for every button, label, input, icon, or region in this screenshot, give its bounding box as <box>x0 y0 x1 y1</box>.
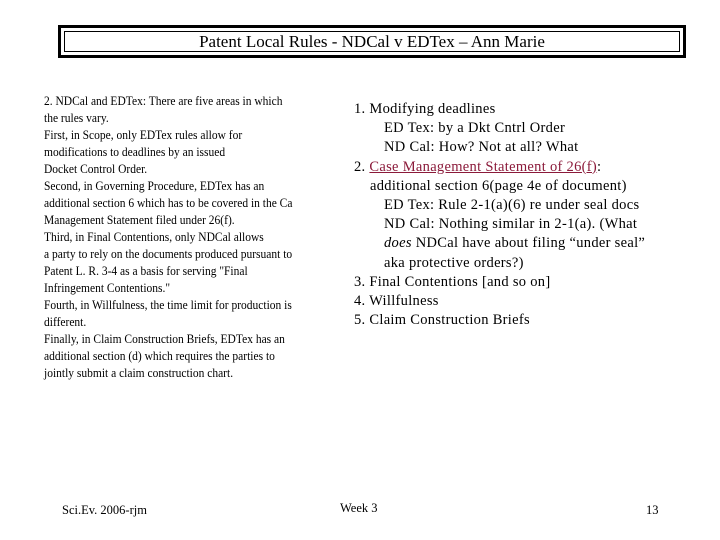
outline-item-4: 4. Willfulness <box>354 293 439 310</box>
notes-line: Second, in Governing Procedure, EDTex has an <box>44 179 265 193</box>
outline-subitem: aka protective orders?) <box>384 254 524 271</box>
case-management-link[interactable]: Case Management Statement of 26(f) <box>369 158 598 175</box>
notes-line: Infringement Contentions." <box>44 281 171 295</box>
emphasis-does: does <box>384 235 412 252</box>
outline-item-2-colon: : <box>597 158 602 175</box>
outline-item-2 <box>354 158 694 177</box>
notes-line: Patent L. R. 3-4 as a basis for serving "Final <box>44 264 248 278</box>
notes-line: First, in Scope, only EDTex rules allow for <box>44 128 243 142</box>
notes-line: different. <box>44 315 87 329</box>
notes-line: Management Statement filed under 26(f). <box>44 213 235 227</box>
footer-course: Sci.Ev. 2006-rjm <box>62 503 147 517</box>
notes-line: additional section 6 which has to be covered in the Ca <box>44 196 293 210</box>
outline-item-2-number: 2. <box>354 158 370 175</box>
slide-title: Patent Local Rules - NDCal v EDTex – Ann Marie <box>199 31 545 51</box>
outline-subitem: ED Tex: Rule 2-1(a)(6) re under seal docs <box>384 197 640 214</box>
outline-subitem: ND Cal: Nothing similar in 2-1(a). (What <box>384 216 638 233</box>
notes-line: additional section (d) which requires the parties to <box>44 349 275 363</box>
outline-item-3: 3. Final Contentions [and so on] <box>354 273 551 290</box>
outline-subitem: ED Tex: by a Dkt Cntrl Order <box>384 120 566 137</box>
notes-text-block <box>44 93 329 382</box>
footer-week: Week 3 <box>340 501 378 515</box>
notes-line: Finally, in Claim Construction Briefs, EDTex has an <box>44 332 285 346</box>
outline-subitem: ND Cal: How? Not at all? What <box>384 139 579 156</box>
outline-list <box>354 100 694 330</box>
notes-line: the rules vary. <box>44 111 109 125</box>
outline-item-5: 5. Claim Construction Briefs <box>354 312 530 329</box>
outline-item-1: 1. Modifying deadlines <box>354 101 496 117</box>
notes-line: Third, in Final Contentions, only NDCal allows <box>44 230 264 244</box>
notes-line: a party to rely on the documents produced pursuant to <box>44 247 293 261</box>
outline-subitem-rest: NDCal have about filing “under seal” <box>411 235 646 252</box>
title-box <box>58 25 686 58</box>
notes-line: 2. NDCal and EDTex: There are five areas in which <box>44 94 283 108</box>
notes-line: Fourth, in Willfulness, the time limit for production is <box>44 298 292 312</box>
outline-subitem <box>354 234 694 253</box>
outline-subitem: additional section 6(page 4e of document) <box>370 177 627 194</box>
notes-line: jointly submit a claim construction chart. <box>44 366 234 380</box>
notes-line: Docket Control Order. <box>44 162 148 176</box>
page-number: 13 <box>646 503 659 517</box>
notes-line: modifications to deadlines by an issued <box>44 145 226 159</box>
